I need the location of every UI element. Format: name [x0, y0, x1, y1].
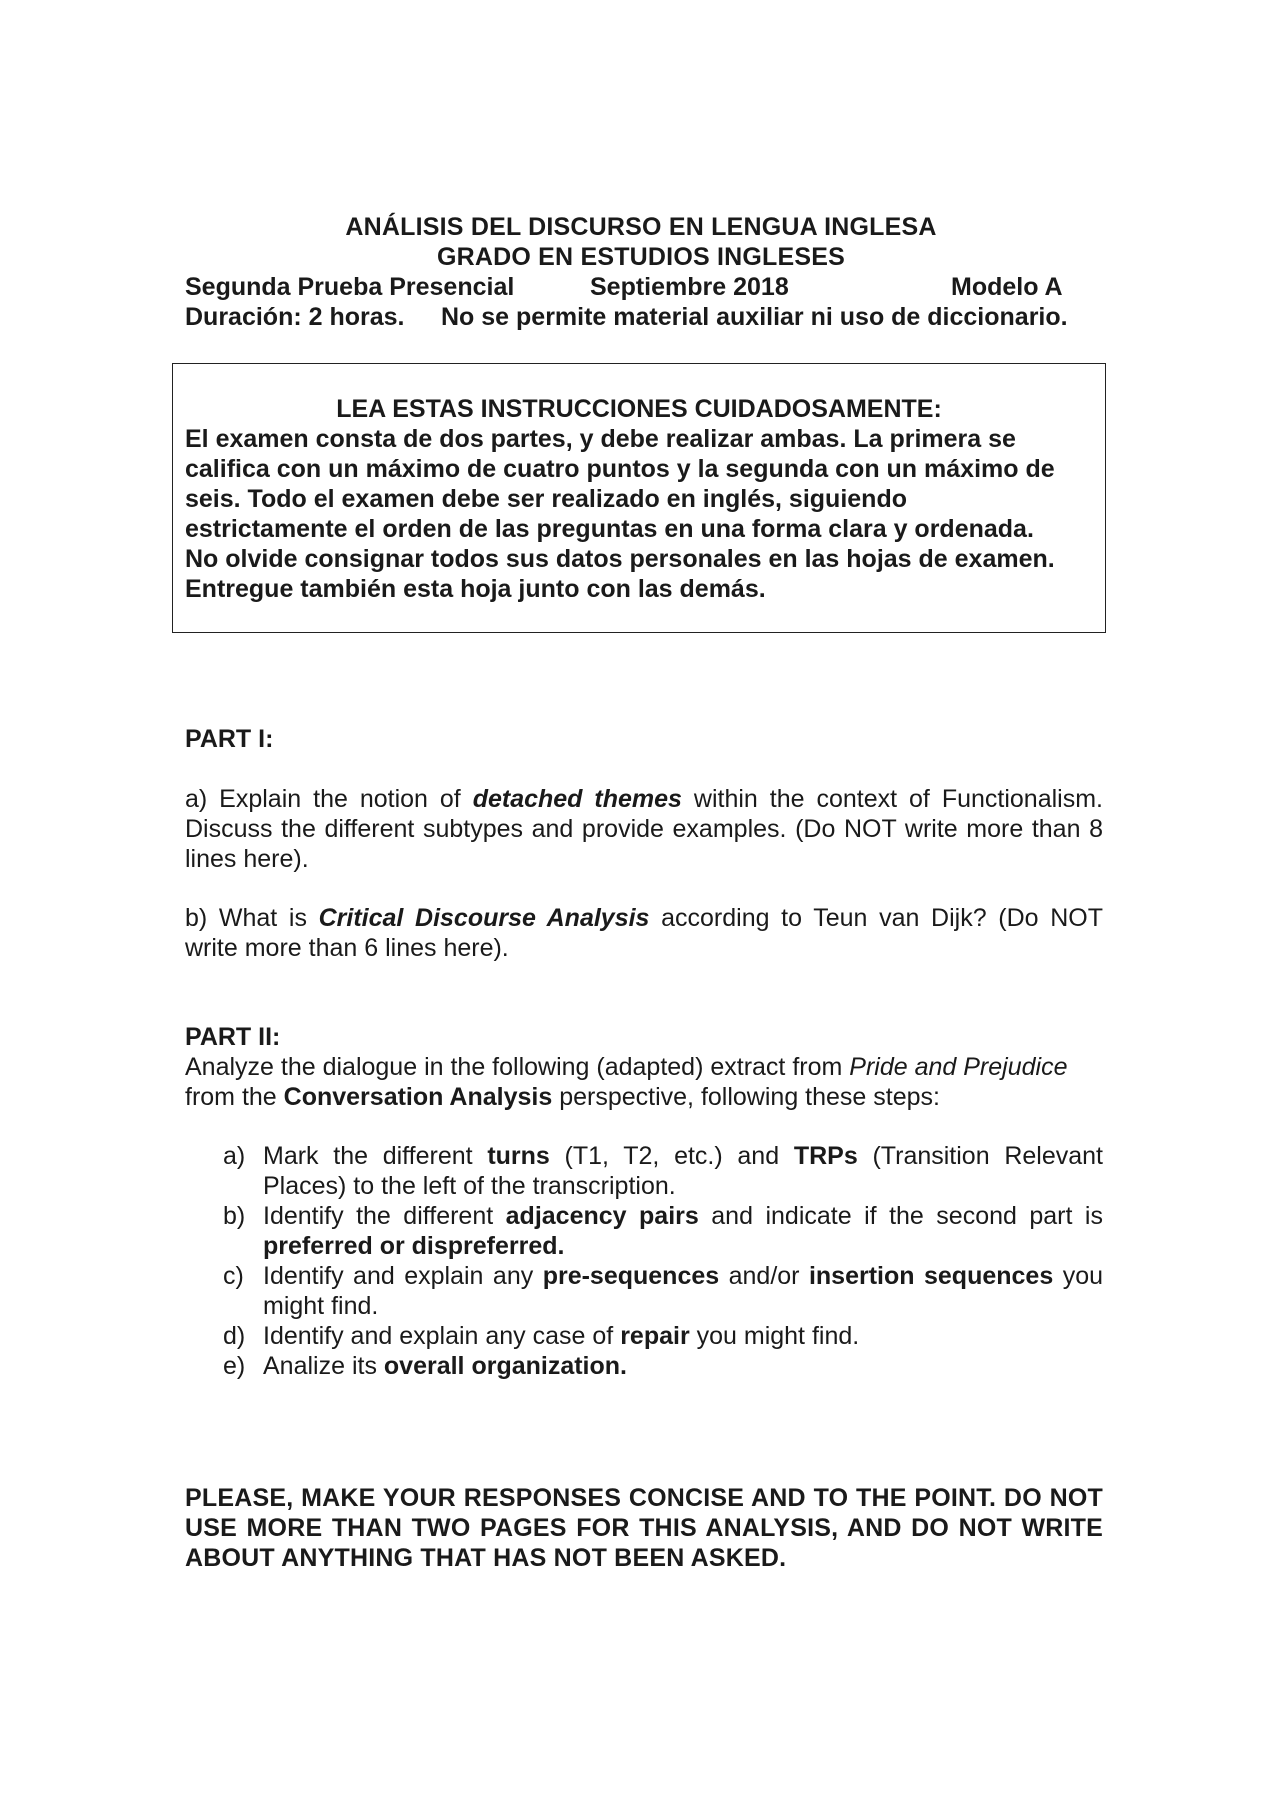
book-title: Pride and Prejudice: [849, 1053, 1068, 1081]
part-2-steps: [185, 1141, 1103, 1381]
exam-header: [185, 212, 1097, 332]
steps-list: [185, 1141, 1103, 1381]
step-text: Mark the different: [263, 1142, 488, 1170]
step-text: Identify and explain any: [263, 1262, 543, 1290]
step-d: [185, 1321, 1103, 1351]
step-keyword: preferred or dispreferred.: [263, 1232, 565, 1260]
step-e: [185, 1351, 1103, 1381]
step-marker: e): [223, 1352, 246, 1380]
degree-title: GRADO EN ESTUDIOS INGLESES: [436, 243, 846, 271]
step-keyword: TRPs: [793, 1142, 858, 1170]
instructions-line: Entregue también esta hoja junto con las demás.: [185, 575, 766, 603]
part-1-heading: PART I:: [185, 725, 274, 753]
closing-note: PLEASE, MAKE YOUR RESPONSES CONCISE AND TO THE POINT. DO NOT USE MORE THAN TWO PAGES FOR THIS ANALYSIS, AND DO NOT WRITE ABOUT ANYTHING THAT HAS NOT BEEN ASKED.: [185, 1484, 1103, 1572]
step-text: Identify and explain any case of: [263, 1322, 621, 1350]
step-text: you might find.: [263, 1262, 1103, 1320]
part-2-intro-text: from the: [185, 1083, 284, 1111]
perspective-name: Conversation Analysis: [283, 1083, 553, 1111]
exam-info-row: [185, 272, 1097, 302]
instructions-line: estrictamente el orden de las preguntas en una forma clara y ordenada.: [185, 515, 1034, 543]
part-2-intro: [185, 1052, 1103, 1112]
part-2-intro-text: perspective, following these steps:: [552, 1083, 940, 1111]
part-2-heading: PART II:: [185, 1023, 281, 1051]
exam-model: Modelo A: [951, 273, 1063, 301]
part-2-intro-text: Analyze the dialogue in the following (adapted) extract from: [185, 1053, 850, 1081]
step-keyword: turns: [487, 1142, 550, 1170]
instructions-line: No olvide consignar todos sus datos personales en las hojas de examen.: [185, 545, 1055, 573]
instructions-title: LEA ESTAS INSTRUCCIONES CUIDADOSAMENTE:: [336, 395, 942, 423]
question-b-suffix: according to Teun van Dijk? (Do NOT write more than 6 lines here).: [185, 904, 1103, 962]
step-b: [185, 1201, 1103, 1261]
question-a-suffix: within the context of Functionalism. Discuss the different subtypes and provide examples. (Do NOT write more than 8 lines here).: [185, 785, 1103, 873]
part-2-block: [185, 1022, 1103, 1112]
step-keyword: insertion sequences: [808, 1262, 1054, 1290]
step-a: [185, 1141, 1103, 1201]
step-marker: d): [223, 1322, 246, 1350]
step-c: [185, 1261, 1103, 1321]
part-1-question-a: [185, 784, 1103, 874]
step-keyword: pre-sequences: [542, 1262, 720, 1290]
exam-name: Segunda Prueba Presencial: [185, 273, 515, 301]
step-text: and indicate if the second part is: [698, 1202, 1103, 1230]
exam-material-note: No se permite material auxiliar ni uso de diccionario.: [441, 303, 1068, 331]
step-keyword: repair: [620, 1322, 690, 1350]
step-text: (Transition Relevant Places) to the left of the transcription.: [263, 1142, 1103, 1200]
step-text: (T1, T2, etc.) and: [549, 1142, 794, 1170]
step-text: you might find.: [689, 1322, 860, 1350]
question-a-prefix: a) Explain the notion of: [185, 785, 473, 813]
exam-rules-row: [185, 302, 1097, 332]
exam-duration: Duración: 2 horas.: [185, 303, 405, 331]
step-marker: a): [223, 1142, 246, 1170]
instructions-line: seis. Todo el examen debe ser realizado en inglés, siguiendo: [185, 485, 907, 513]
step-text: Analize its: [263, 1352, 384, 1380]
question-a-term: detached themes: [472, 785, 682, 813]
instructions-line: El examen consta de dos partes, y debe realizar ambas. La primera se: [185, 425, 1016, 453]
step-marker: b): [223, 1202, 246, 1230]
exam-date: Septiembre 2018: [590, 273, 789, 301]
step-text: Identify the different: [263, 1202, 506, 1230]
question-b-term: Critical Discourse Analysis: [318, 904, 650, 932]
step-keyword: overall organization.: [383, 1352, 627, 1380]
part-1-heading-block: [185, 724, 1103, 754]
instructions-line: califica con un máximo de cuatro puntos y la segunda con un máximo de: [185, 455, 1055, 483]
question-b-prefix: b) What is: [185, 904, 319, 932]
instructions-box: [172, 363, 1106, 633]
instructions-text: [185, 424, 1095, 604]
part-1-question-b: [185, 903, 1103, 963]
step-marker: c): [223, 1262, 244, 1290]
step-text: and/or: [719, 1262, 809, 1290]
course-title: ANÁLISIS DEL DISCURSO EN LENGUA INGLESA: [345, 213, 937, 241]
step-keyword: adjacency pairs: [505, 1202, 699, 1230]
